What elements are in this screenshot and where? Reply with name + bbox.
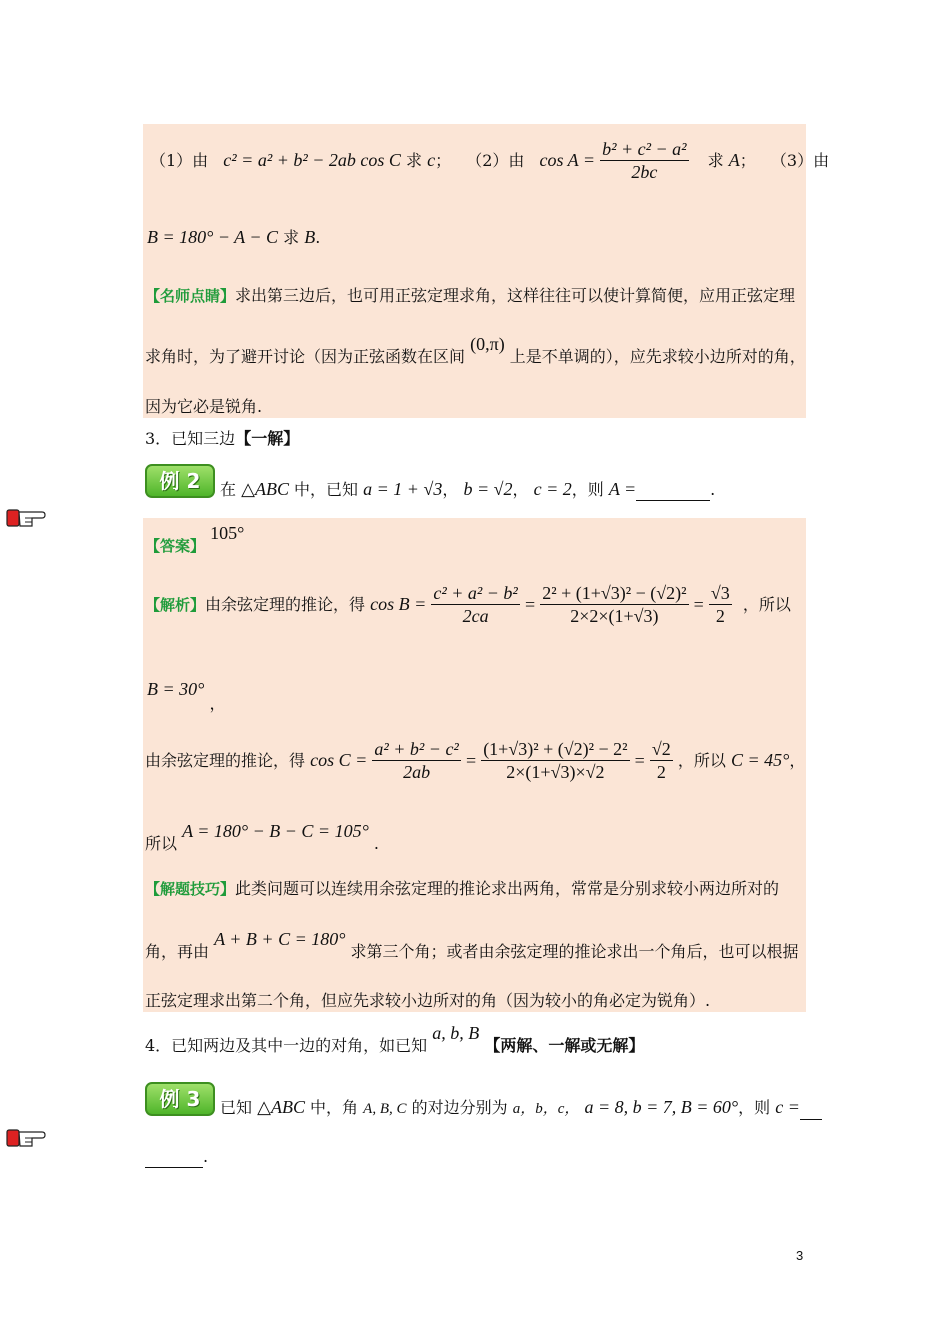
skill-line-1: 【解题技巧】此类问题可以连续用余弦定理的推论求出两角，常常是分别求较小两边所对的 xyxy=(145,879,780,898)
tip-line-1: 【名师点睛】求出第三边后，也可用正弦定理求角，这样往往可以使计算简便，应用正弦定理 xyxy=(145,286,796,305)
method-line-1: （1）由 c² = a² + b² − 2ab cos C 求 c； （2）由 cos A = $\frac{\text{b² + c² − a²}}{2bc}$ 求 A； （3）由 xyxy=(150,139,830,182)
answer-blank[interactable] xyxy=(145,1149,203,1168)
tip-line-3: 因为它必是锐角. xyxy=(145,397,263,416)
example-3-blank-cont: . xyxy=(145,1146,208,1168)
example-3-question: 已知 △ABC 中，角 A, B, C 的对边分别为 a，b，c， a = 8, b = 7, B = 60°，则 c = xyxy=(220,1096,822,1120)
answer-blank[interactable] xyxy=(800,1101,822,1120)
skill-line-3: 正弦定理求出第二个角，但应先求较小边所对的角（因为较小的角必定为锐角）. xyxy=(145,991,711,1010)
pointing-hand-icon xyxy=(6,502,46,530)
answer-line: 【答案】 105° xyxy=(145,523,245,555)
B-result-line: B = 30° ， xyxy=(147,679,226,713)
pointing-hand-icon xyxy=(6,1122,46,1150)
section-3-heading: 3．已知三边【一解】 xyxy=(145,429,300,448)
cosB-line: 【解析】由余弦定理的推论，得 cos B = $\frac{\text{c² + a² − b²}}{2ca}$ = $\frac{\text{2² + (1+√3)² − (√2)²}}{2\times 2\times(1+√3)}$ = $\frac{√3}{2}$ ，所以 xyxy=(145,583,791,626)
tip-line-2: 求角时，为了避开讨论（因为正弦函数在区间 (0,π) 上是不单调的），应先求较小边所对的角， xyxy=(145,334,806,366)
cosA-fraction: $\frac{\text{b² + c² − a²}}{2bc}$ xyxy=(602,139,687,182)
example-3-badge: 例 3 xyxy=(145,1082,215,1116)
method-line-2: B = 180° − A − C 求 B. xyxy=(147,227,321,247)
example-2-badge: 例 2 xyxy=(145,464,215,498)
skill-line-2: 角，再由 A + B + C = 180° 求第三个角；或者由余弦定理的推论求出一个角后，也可以根据 xyxy=(145,929,799,961)
section-4-heading: 4．已知两边及其中一边的对角，如已知 a, b, B 【两解、一解或无解】 xyxy=(145,1023,645,1055)
cosC-line: 由余弦定理的推论，得 cos C = $\frac{\text{a² + b² − c²}}{2ab}$ = $\frac{\text{(1+√3)² + (√2)² − 2²}}{2\times(1+√3)\times√2}$ = $\frac{√2}{2}$ ，所以 C = 45°， xyxy=(145,739,806,782)
A-result-line: 所以 A = 180° − B − C = 105° . xyxy=(145,821,379,853)
answer-blank[interactable] xyxy=(636,482,710,501)
example-2-question: 在 △ABC 中，已知 a = 1 + √3， b = √2， c = 2，则 A = . xyxy=(220,479,716,499)
page-number: 3 xyxy=(796,1248,804,1263)
